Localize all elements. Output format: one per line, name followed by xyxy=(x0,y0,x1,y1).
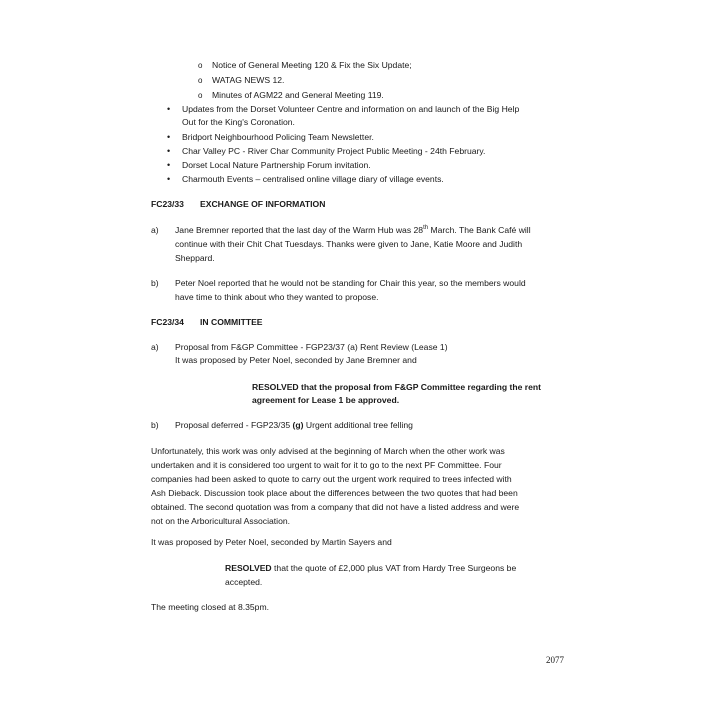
item-text-continued: It was proposed by Peter Noel, seconded by Jane Bremner and xyxy=(175,355,417,365)
page-number: 2077 xyxy=(546,655,564,665)
sub-item: Notice of General Meeting 120 & Fix the Six Update; xyxy=(212,60,412,70)
bullet-item: Bridport Neighbourhood Policing Team Newsletter. xyxy=(182,132,374,142)
resolution-text: agreement for Lease 1 be approved. xyxy=(252,395,400,405)
item-label: b) xyxy=(151,278,159,288)
bullet-marker: • xyxy=(167,104,171,114)
bullet-item: Charmouth Events – centralised online village diary of village events. xyxy=(182,174,444,184)
section-title: EXCHANGE OF INFORMATION xyxy=(200,199,326,209)
section-title: IN COMMITTEE xyxy=(200,317,263,327)
proposal-line: It was proposed by Peter Noel, seconded by Martin Sayers and xyxy=(151,537,392,547)
bullet-marker: • xyxy=(167,174,171,184)
item-text: Peter Noel reported that he would not be standing for Chair this year, so the members would xyxy=(175,278,526,288)
paragraph-line: Ash Dieback. Discussion took place about the differences between the two quotes that had been xyxy=(151,488,518,498)
bullet-marker: • xyxy=(167,132,171,142)
item-text-continued: Sheppard. xyxy=(175,253,215,263)
item-text-continued: continue with their Chit Chat Tuesdays. Thanks were given to Jane, Katie Moore and Judith xyxy=(175,239,523,249)
sub-bullet-marker: o xyxy=(198,76,203,85)
item-text-continued: have time to think about who they wanted to propose. xyxy=(175,292,379,302)
bullet-item-continued: Out for the King's Coronation. xyxy=(182,117,295,127)
resolution-text: RESOLVED that the quote of £2,000 plus VAT from Hardy Tree Surgeons be xyxy=(225,563,517,573)
item-label: b) xyxy=(151,420,159,430)
bullet-marker: • xyxy=(167,146,171,156)
bullet-item: Updates from the Dorset Volunteer Centre and information on and launch of the Big Help xyxy=(182,104,520,114)
paragraph-line: companies had been asked to quote to carry out the urgent work required to trees infected with xyxy=(151,474,512,484)
bullet-marker: • xyxy=(167,160,171,170)
item-text: Jane Bremner reported that the last day of the Warm Hub was 28th March. The Bank Café will xyxy=(175,225,531,235)
bullet-item: Char Valley PC - River Char Community Project Public Meeting - 24th February. xyxy=(182,146,486,156)
paragraph-line: undertaken and it is considered too urgent to wait for it to go to the next PF Committee. Four xyxy=(151,460,502,470)
paragraph-line: Unfortunately, this work was only advised at the beginning of March when the other work was xyxy=(151,446,505,456)
resolution-text: accepted. xyxy=(225,577,263,587)
closing-line: The meeting closed at 8.35pm. xyxy=(151,602,269,612)
paragraph-line: obtained. The second quotation was from a company that did not have a listed address and were xyxy=(151,502,520,512)
sub-item: WATAG NEWS 12. xyxy=(212,75,285,85)
section-code: FC23/33 xyxy=(151,199,184,209)
resolution-text: RESOLVED that the proposal from F&GP Committee regarding the rent xyxy=(252,382,542,392)
sub-bullet-marker: o xyxy=(198,61,203,70)
item-text: Proposal deferred - FGP23/35 (g) Urgent additional tree felling xyxy=(175,420,413,430)
bullet-item: Dorset Local Nature Partnership Forum invitation. xyxy=(182,160,371,170)
item-text: Proposal from F&GP Committee - FGP23/37 (a) Rent Review (Lease 1) xyxy=(175,342,448,352)
paragraph-line: not on the Arboricultural Association. xyxy=(151,516,291,526)
item-label: a) xyxy=(151,342,159,352)
sub-bullet-marker: o xyxy=(198,91,203,100)
sub-item: Minutes of AGM22 and General Meeting 119. xyxy=(212,90,384,100)
item-label: a) xyxy=(151,225,159,235)
section-code: FC23/34 xyxy=(151,317,184,327)
